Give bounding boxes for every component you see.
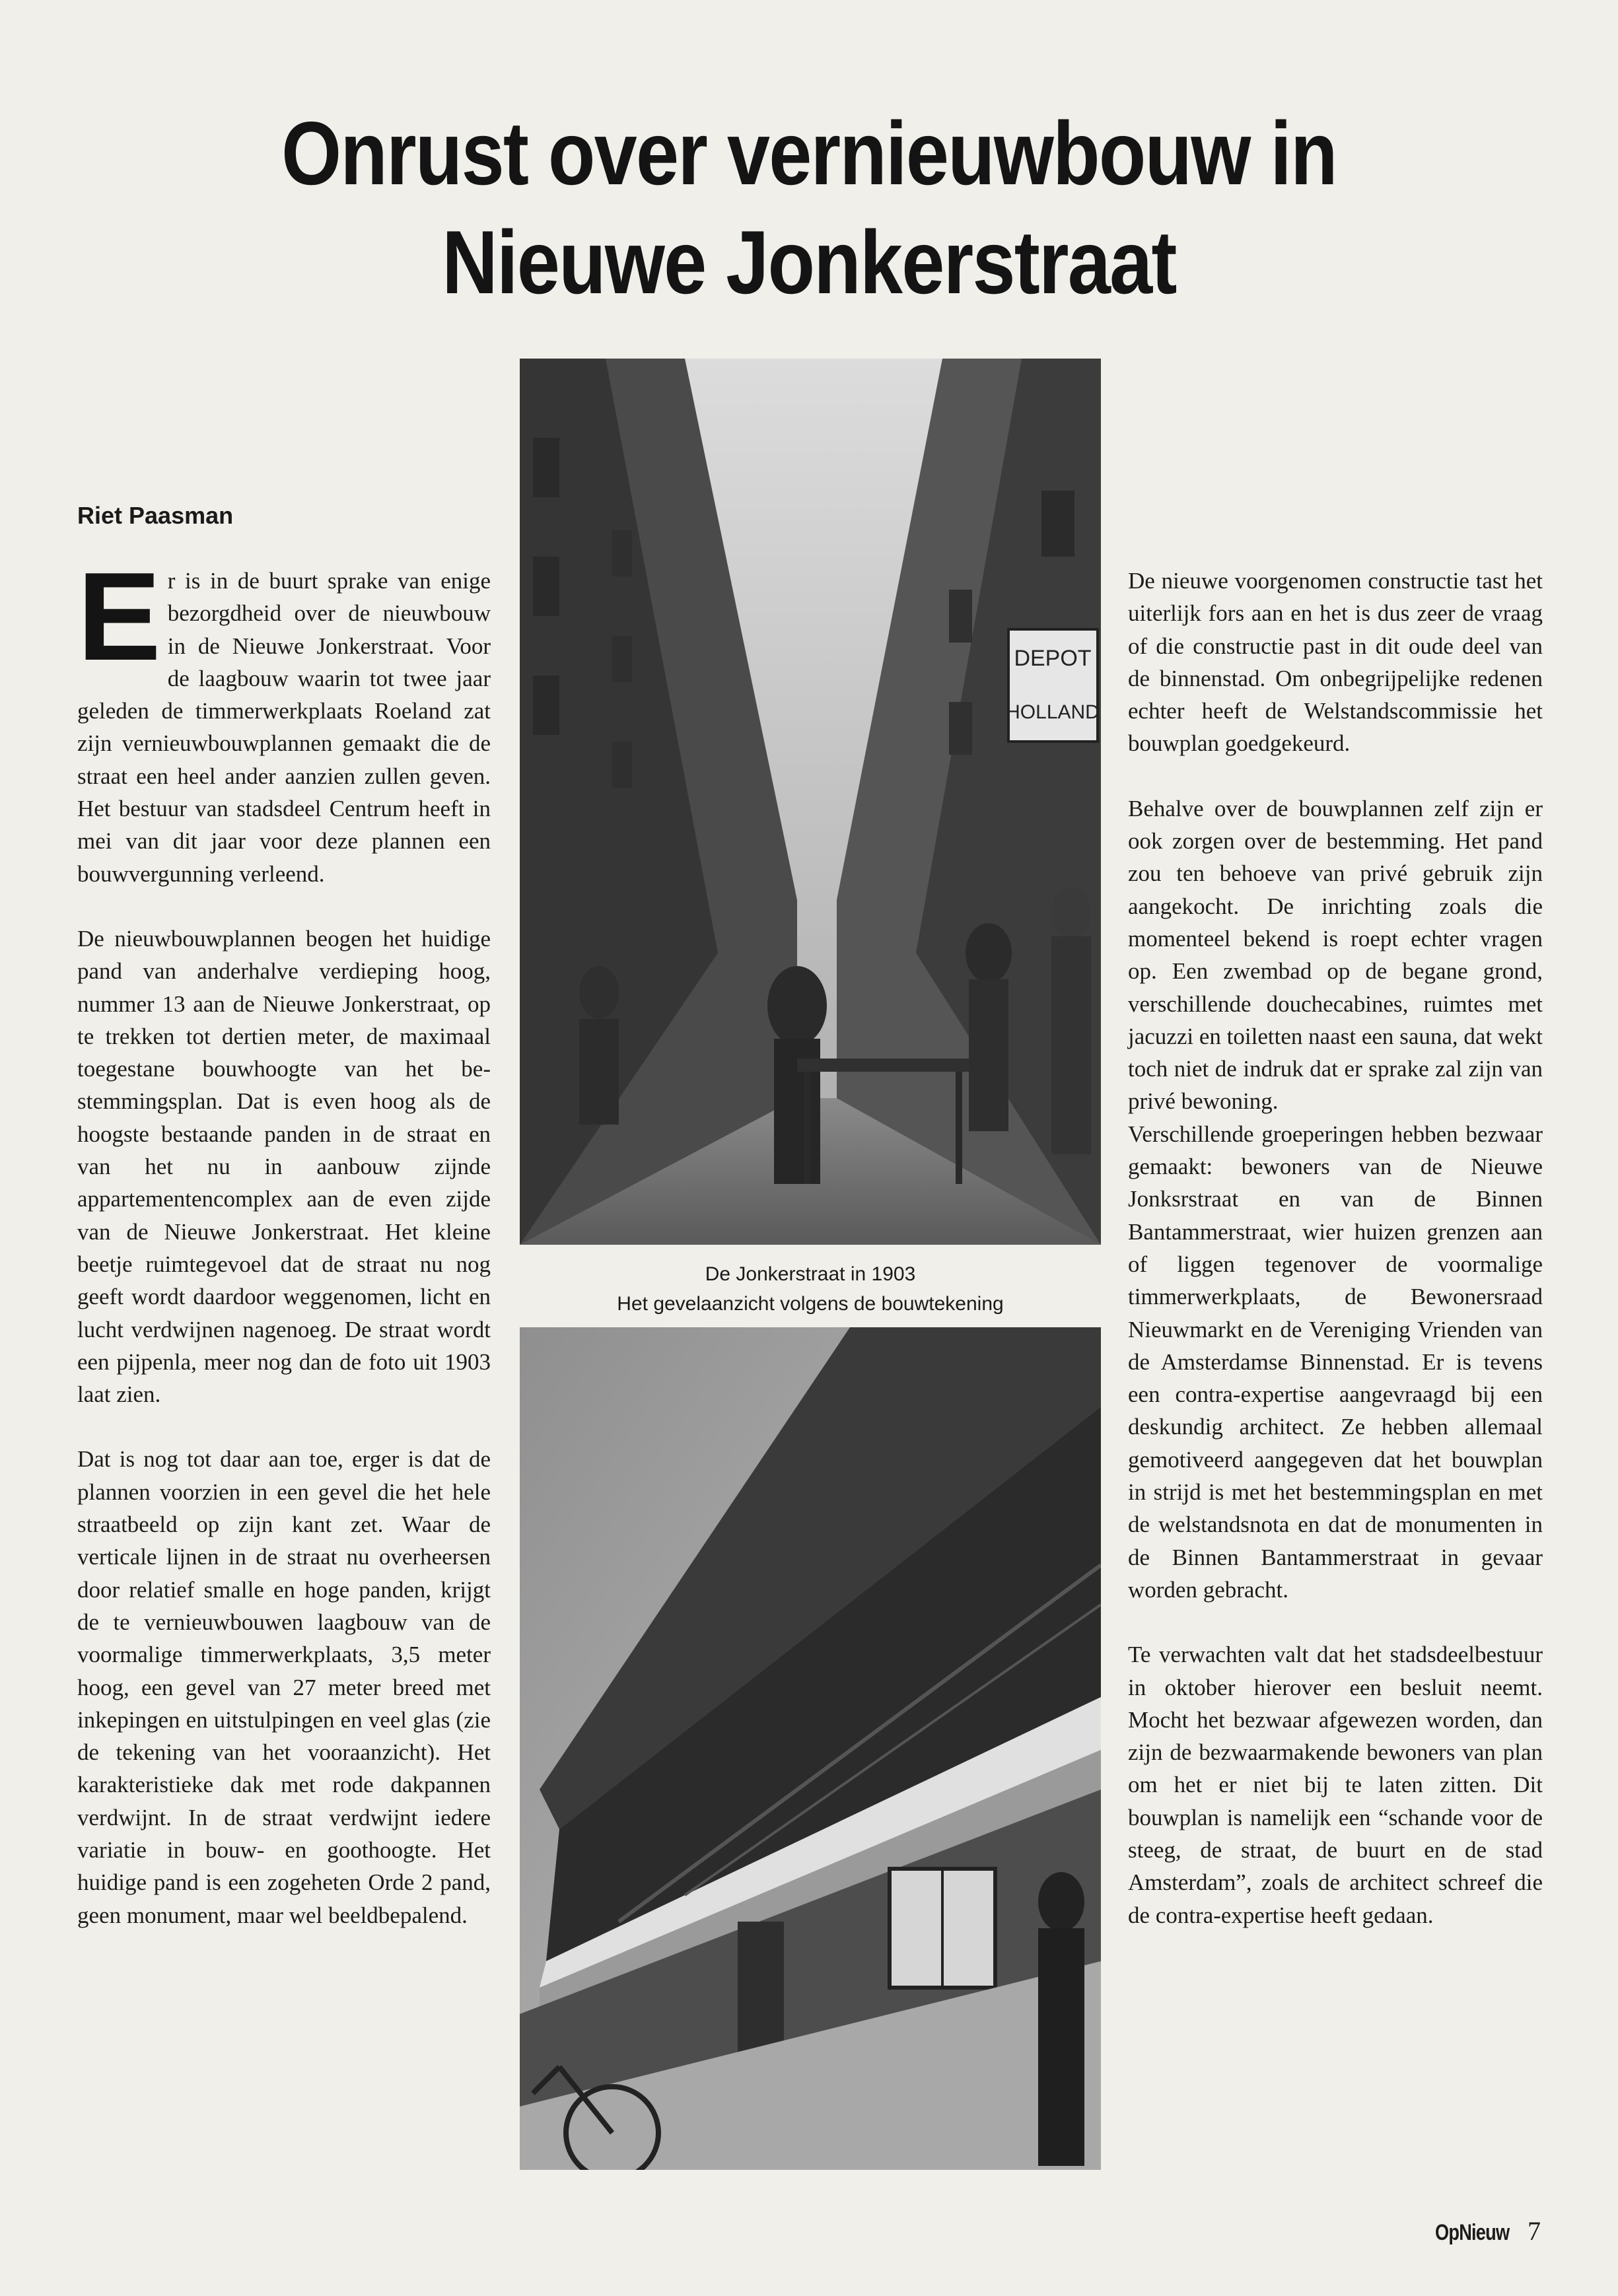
left-paragraph-2: De nieuwbouwplannen beogen het huidige pand van anderhalve verdieping hoog, nummer 13 aan de Nieuwe Jonkerstraat, op te trekken tot dertien meter, de maximaal toegestane bouwhoogte van het bestemmingsplan. Dat is even hoog als de hoogste bestaande panden in de straat en van het nu in aanbouw zijnde appartementencomplex aan de even zijde van de Nieuwe Jonkerstraat. Het kleine beetje ruimtegevoel dat de straat nu nog geeft wordt daardoor weggenomen, licht en lucht verdwijnen nagenoeg. De straat wordt een pijpenla, meer nog dan de foto uit 1903 laat zien. <box>77 925 491 1408</box>
drop-cap: E <box>77 547 161 687</box>
author-byline: Riet Paasman <box>77 502 234 529</box>
article-title <box>114 99 1505 317</box>
title-line-1: Onrust over vernieuwbouw in <box>281 103 1337 203</box>
right-paragraph-3: Verschillende groeperingen hebben bezwaar gemaakt: bewoners van de Nieuwe Jonksrstraat en van de Binnen Bantammerstraat, wier huizen grenzen aan of liggen tegenover de voormalige timmerwerkplaats, de Bewonersraad Nieuwmarkt en de Vereniging Vrienden van de Amsterdamse Binnenstad. Er is tevens een contra-expertise aangevraagd bij een deskundig architect. Ze hebben allemaal gemotiveerd aangegeven dat het bouwplan in strijd is met het bestemmingsplan en met de welstandsnota en dat de monumenten in de Binnen Bantammerstraat in gevaar worden gebracht. <box>1128 1121 1543 1603</box>
right-column <box>1128 565 1543 1964</box>
right-paragraph-1: De nieuwe voorgenomen constructie tast het uiterlijk fors aan en het is dus zeer de vraag of die constructie past in dit oude deel van de binnenstad. Om onbegrijpelijke redenen echter heeft de Welstandscommissie het bouwplan goedgekeurd. <box>1128 568 1543 757</box>
right-paragraph-4: Te verwachten valt dat het stadsdeelbestuur in oktober hierover een besluit neemt. Mocht het bezwaar afgewezen worden, dan zijn de bezwaarmakende bewoners van plan om het er niet bij te laten zitten. Dit bouwplan is namelijk een “schande voor de steeg, de straat, de buurt en de stad Amsterdam”, zoals de architect schreef die de contra-expertise heeft gedaan. <box>1128 1642 1543 1928</box>
caption-facade-drawing: Het gevelaanzicht volgens de bouwtekening <box>617 1293 1004 1315</box>
left-paragraph-1 <box>77 547 491 890</box>
sign-text-depot: DEPOT <box>1014 646 1092 671</box>
left-paragraph-1-text: r is in de buurt sprake van enige bezorgdheid over de nieuwbouw in de Nieuwe Jonkerstraat. Voor de laagbouw waarin tot twee jaar geleden de timmerwerkplaats Roeland zat zijn vernieuwbouwplannen gemaakt die de straat een heel ander aanzien zullen geven. Het bestuur van stadsdeel Centrum heeft in mei van dit jaar voor deze plannen een bouwvergunning verleend. <box>77 568 491 887</box>
caption-photo-1903: De Jonkerstraat in 1903 <box>705 1263 916 1285</box>
photo-facade-drawing <box>520 1327 1101 2170</box>
street-photo-illustration <box>520 359 1101 1245</box>
page-number: 7 <box>1528 2216 1541 2246</box>
right-paragraph-2: Behalve over de bouwplannen zelf zijn er ook zorgen over de bestemming. Het pand zou ten behoeve van privé gebruik zijn aangekocht. De inrichting zoals die momenteel bekend is roept echter vragen op. Een zwembad op de begane grond, verschillende douchecabines, ruimtes met jacuzzi en toiletten naast een sauna, dat wekt toch niet de indruk dat er sprake zal zijn van privé bewoning. <box>1128 795 1543 1115</box>
page-footer <box>1426 2215 1541 2246</box>
left-paragraph-3: Dat is nog tot daar aan toe, erger is dat de plannen voorzien in een gevel die het hele straatbeeld op zijn kant zet. Waar de verticale lijnen in de straat nu overheersen door relatief smalle en hoge panden, krijgt de te vernieuwbouwen laagbouw van de voormalige timmerwerkplaats, 3,5 meter hoog, een gevel van 27 meter breed met inkepingen en uitstulpingen en veel glas (zie de tekening van het vooraanzicht). Het karakteristieke dak met rode dakpannen verdwijnt. In de straat verdwijnt iedere variatie in bouw- en goothoogte. Het huidige pand is een zogeheten Orde 2 pand, geen monument, maar wel beeldbepalend. <box>77 1446 491 1928</box>
magazine-brand: OpNieuw <box>1434 2220 1509 2245</box>
photo-jonkerstraat-1903 <box>520 359 1101 1245</box>
sign-text-holland: HOLLAND <box>1006 701 1100 723</box>
left-column <box>77 547 491 1964</box>
title-line-2: Nieuwe Jonkerstraat <box>442 212 1176 312</box>
facade-drawing-illustration <box>520 1327 1101 2170</box>
